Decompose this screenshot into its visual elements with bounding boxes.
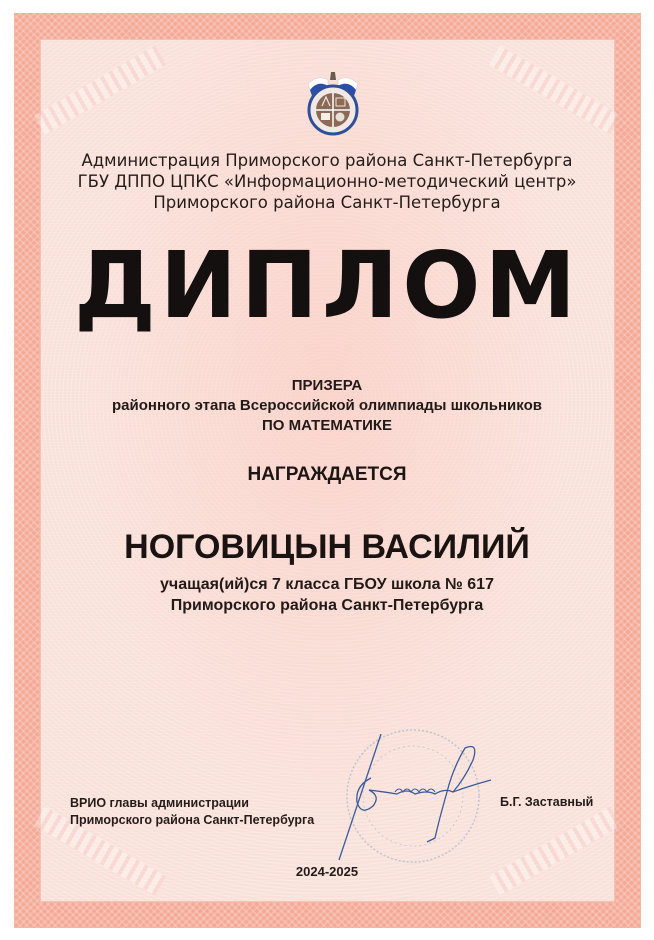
signatory-position-line-2: Приморского района Санкт-Петербурга [70, 813, 315, 827]
header-line-2: ГБУ ДППО ЦПКС «Информационно-методический центр» [77, 172, 577, 191]
signatory-position-line-1: ВРИО главы администрации [70, 796, 249, 810]
recipient-details [0, 574, 654, 616]
corner-ornament-top-right [489, 45, 621, 134]
recipient-district: Приморского района Санкт-Петербурга [170, 597, 484, 614]
corner-ornament-top-left [34, 45, 166, 134]
awarded-label: НАГРАЖДАЕТСЯ [247, 464, 407, 485]
olympiad-subject: ПО МАТЕМАТИКЕ [261, 417, 393, 434]
academic-year: 2024-2025 [295, 864, 359, 879]
olympiad-stage: районного этапа Всероссийской олимпиады школьников [112, 397, 542, 414]
award-description [0, 376, 654, 436]
recipient-name: НОГОВИЦЫН ВАСИЛИЙ [124, 528, 530, 566]
recipient-school: учащая(ий)ся 7 класса ГБОУ школа № 617 [160, 576, 494, 593]
signatory-name: Б.Г. Заставный [500, 795, 594, 809]
award-rank: ПРИЗЕРА [291, 377, 363, 394]
all-russian-olympiad-logo-icon [304, 68, 362, 136]
handwritten-signature-icon [339, 734, 491, 860]
official-stamp-icon [335, 720, 495, 870]
issuing-organization [0, 150, 654, 213]
corner-ornament-bottom-right [489, 806, 621, 895]
document-title: ДИПЛОМ [73, 232, 581, 339]
header-line-1: Администрация Приморского района Санкт-Петербурга [81, 151, 573, 170]
signatory-position [70, 795, 314, 829]
header-line-3: Приморского района Санкт-Петербурга [153, 193, 501, 212]
